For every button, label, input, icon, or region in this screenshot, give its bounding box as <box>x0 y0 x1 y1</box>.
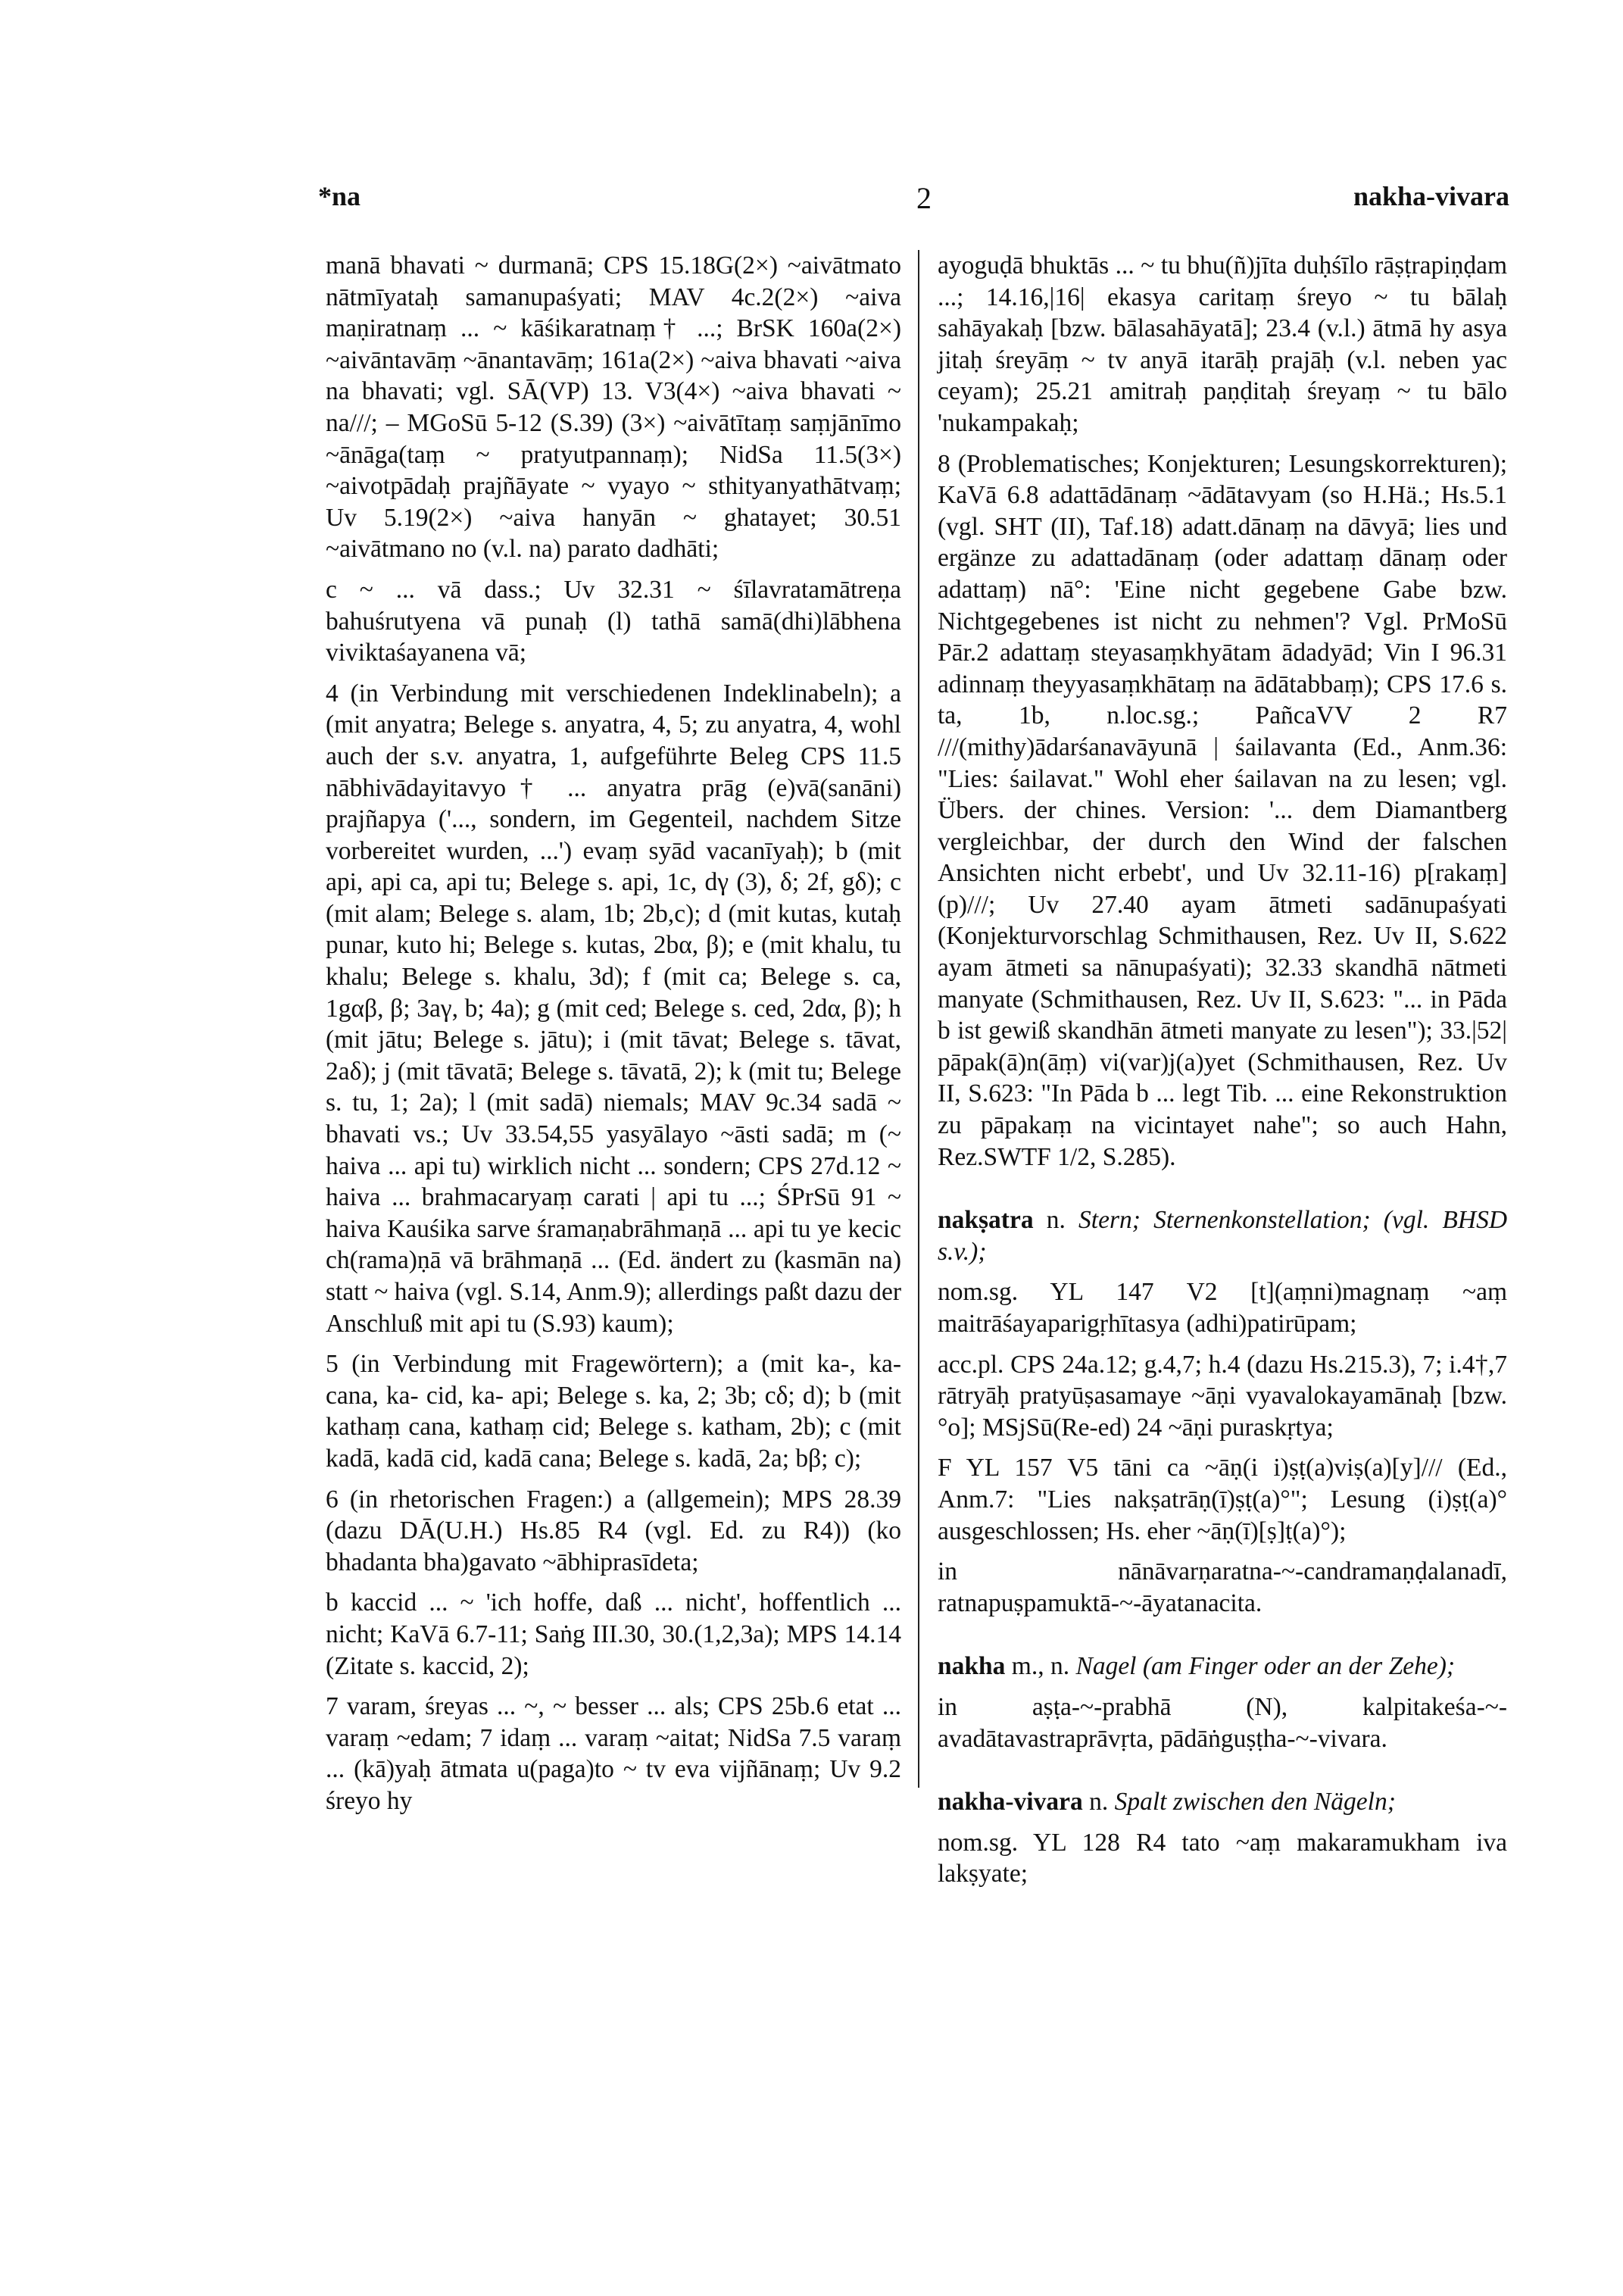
paragraph: ayoguḍā bhuktās ... ~ tu bhu(ñ)jīta duḥśīlo rāṣṭrapiṇḍam ...; 14.16,|16| ekasya caritaṃ śreyo ~ tu bālaḥ sahāyakaḥ [bzw. bālasahāyatā]; 23.4 (v.l.) ātmā hy asya jitaḥ śreyāṃ ~ tv anyā itarāḥ prajāḥ (v.l. neben yac ceyam); 25.21 amitraḥ paṇḍitaḥ śreyaṃ ~ tu bālo 'nukampakaḥ; <box>938 251 1507 437</box>
entry-line: nom.sg. YL 128 R4 tato ~aṃ makaramukham iva lakṣyate; <box>938 1828 1507 1888</box>
paragraph: 7 varam, śreyas ... ~, ~ besser ... als; CPS 25b.6 etat ... varaṃ ~edam; 7 idaṃ ... varaṃ ~aitat; NidSa 7.5 varaṃ ... (kā)yaḥ ātmata u(paga)to ~ tv eva vijñānaṃ; Uv 9.2 śreyo hy <box>326 1692 901 1815</box>
gender: n. <box>1089 1788 1109 1816</box>
paragraph: 4 (in Verbindung mit verschiedenen Indeklinabeln); a (mit anyatra; Belege s. anyatra, 4, 5; zu anyatra, 4, wohl auch der s.v. anyatra, 1, aufgeführte Beleg CPS 11.5 nābhivādayitavyo† ... anyatra prāg (e)vā(sanāni) prajñapya ('..., sondern, im Gegenteil, nachdem Sitze vorbereitet wurden, ...') evaṃ syād vacanīyaḥ); b (mit api, api ca, api tu; Belege s. api, 1c, dγ (3), δ; 2f, gδ); c (mit alam; Belege s. alam, 1b; 2b,c); d (mit kutas, kutaḥ punar, kuto hi; Belege s. kutas, 2bα, β); e (mit khalu, tu khalu; Belege s. khalu, 3d); f (mit ca; Belege s. ca, 1gαβ, β; 3aγ, b; 4a); g (mit ced; Belege s. ced, 2dα, β); h (mit jātu; Belege s. jātu); i (mit tāvat; Belege s. tāvat, 2aδ); j (mit tāvatā; Belege s. tāvatā, 2); k (mit tu; Belege s. tu, 1; 2a); l (mit sadā) niemals; MAV 9c.34 sadā ~ bhavati vs.; Uv 33.54,55 yasyālayo ~āsti sadā; m (~ haiva ... api tu) wirklich nicht ... sondern; CPS 27d.12 ~ haiva ... brahmacaryaṃ carati | api tu ...; ŚPrSū 91 ~ haiva Kauśika sarve śramaṇabrāhmaṇā ... api tu ye kecic ch(rama)ṇā vā brāhmaṇā ... (Ed. ändert zu (kasmān na) statt ~ haiva (vgl. S.14, Anm.9); allerdings paßt dazu der Anschluß mit api tu (S.93) kaum); <box>326 679 901 1338</box>
paragraph: manā bhavati ~ durmanā; CPS 15.18G(2×) ~aivātmato nātmīyataḥ samanupaśyati; MAV 4c.2(2×) ~aiva maṇiratnaṃ ... ~ kāśikaratnaṃ† ...; BrSK 160a(2×) ~aivāntavāṃ ~ānantavāṃ; 161a(2×) ~aiva bhavati ~aiva na bhavati; vgl. SĀ(VP) 13. V3(4×) ~aiva bhavati ~ na///; – MGoSū 5-12 (S.39) (3×) ~aivātītaṃ saṃjānīmo ~ānāga(taṃ ~ pratyutpannaṃ); NidSa 11.5(3×) ~aivotpādaḥ prajñāyate ~ vyayo ~ sthityanyathātvaṃ; Uv 5.19(2×) ~aiva hanyān ~ ghatayet; 30.51 ~aivātmano no (v.l. na) parato dadhāti; <box>326 251 901 564</box>
entry-line: F YL 157 V5 tāni ca ~āṇ(i i)ṣṭ(a)viṣ(a)[y]/// (Ed., Anm.7: "Lies nakṣatrāṇ(ī)ṣṭ(a)°"; Lesung (i)ṣṭ(a)° ausgeschlossen; Hs. eher ~āṇ(ī)[ṣ]ṭ(a)°); <box>938 1454 1507 1545</box>
headword: nakha-vivara <box>938 1788 1083 1816</box>
paragraph: 8 (Problematisches; Konjekturen; Lesungskorrekturen); KaVā 6.8 adattādānaṃ ~ādātavyam (so H.Hä.; Hs.5.1 (vgl. SHT (II), Taf.18) adatt.dānaṃ na dāvyā; lies und ergänze zu adattadānaṃ (oder adattaṃ dānaṃ oder adattaṃ) nā°: 'Eine nicht gegebene Gabe bzw. Nichtgegebenes ist nicht zu nehmen'? Vgl. PrMoSū Pār.2 adattaṃ steyasaṃkhyātam ādadyād; Vin I 96.31 adinnaṃ theyyasaṃkhātaṃ na ādātabbaṃ); CPS 17.6 s. ta, 1b, n.loc.sg.; PañcaVV 2 R7 ///(mithy)ādarśanavāyunā | śailavanta (Ed., Anm.36: "Lies: śailavat." Wohl eher śailavan na zu lesen; vgl. Übers. der chines. Version: '... dem Diamantberg vergleichbar, der durch den Wind der falschen Ansichten nicht erbebt', und Uv 32.11-16) p[rakaṃ](p)///; Uv 27.40 ayam ātmeti sadānupaśyati (Konjekturvorschlag Schmithausen, Rez. Uv II, S.622 ayam ātmeti sa nānupaśyati); 32.33 skandhā nātmeti manyate (Schmithausen, Rez. Uv II, S.623: "... in Pāda b ist gewiß skandhān ātmeti manyate zu lesen"); 33.|52| pāpak(ā)n(āṃ) vi(var)j(a)yet (Schmithausen, Rez. Uv II, S.623: "In Pāda b ... legt Tib. ... eine Rekonstruktion zu pāpakaṃ na vicintayet nahe"; so auch Hahn, Rez.SWTF 1/2, S.285). <box>938 449 1507 1171</box>
running-head-left: *na <box>318 181 361 211</box>
gloss: Stern; Sternenkonstellation; (vgl. BHSD s.v.); <box>938 1206 1508 1266</box>
entry-line: nom.sg. YL 147 V2 [t](aṃni)magnaṃ ~aṃ maitrāśayaparigṛhītasya (adhi)patirūpam; <box>938 1278 1507 1338</box>
gender: m., n. <box>1011 1652 1070 1681</box>
right-column <box>938 250 1507 1899</box>
entry-line: in nānāvarṇaratna-~-candramaṇḍalanadī, ratnapuṣpamuktā-~-āyatanacita. <box>938 1557 1507 1617</box>
gloss: Nagel (am Finger oder an der Zehe); <box>1075 1652 1456 1681</box>
page-number: 2 <box>916 181 932 215</box>
headword: nakha <box>938 1652 1006 1681</box>
entry-line: acc.pl. CPS 24a.12; g.4,7; h.4 (dazu Hs.215.3), 7; i.4†,7 rātryāḥ pratyūṣasamaye ~āṇi vyavalokayamānaḥ [bzw. °o]; MSjSū(Re-ed) 24 ~āṇi puraskṛtya; <box>938 1350 1507 1442</box>
headword: nakṣatra <box>938 1206 1034 1235</box>
entry-nakha-vivara-head <box>938 1786 1507 1818</box>
paragraph: b kaccid ... ~ 'ich hoffe, daß ... nicht', hoffentlich ... nicht; KaVā 6.7-11; Saṅg III.30, 30.(1,2,3a); MPS 14.14 (Zitate s. kaccid, 2); <box>326 1588 901 1680</box>
entry-line: in aṣṭa-~-prabhā (N), kalpitakeśa-~-avadātavastraprāvṛta, pādāṅguṣṭha-~-vivara. <box>938 1692 1507 1753</box>
entry-nakha-head <box>938 1651 1507 1682</box>
gender: n. <box>1046 1206 1066 1235</box>
running-head-right: nakha-vivara <box>1353 181 1509 211</box>
column-divider <box>918 250 919 1788</box>
paragraph: c ~ ... vā dass.; Uv 32.31 ~ śīlavratamātreṇa bahuśrutyena vā punaḥ (l) tathā samā(dhi)lābhena viviktaśayanena vā; <box>326 575 901 667</box>
gloss: Spalt zwischen den Nägeln; <box>1114 1788 1396 1816</box>
paragraph: 6 (in rhetorischen Fragen:) a (allgemein); MPS 28.39 (dazu DĀ(U.H.) Hs.85 R4 (vgl. Ed. zu R4)) (ko bhadanta bha)gavato ~ābhiprasīdeta; <box>326 1485 901 1576</box>
entry-nakshatra-head <box>938 1204 1507 1267</box>
paragraph: 5 (in Verbindung mit Fragewörtern); a (mit ka-, ka- cana, ka- cid, ka- api; Belege s. ka, 2; 3b; cδ; d); b (mit kathaṃ cana, kathaṃ cid; Belege s. katham, 2b); c (mit kadā, kadā cid, kadā cana; Belege s. kadā, 2a; bβ; c); <box>326 1350 901 1473</box>
left-column <box>326 250 901 1826</box>
